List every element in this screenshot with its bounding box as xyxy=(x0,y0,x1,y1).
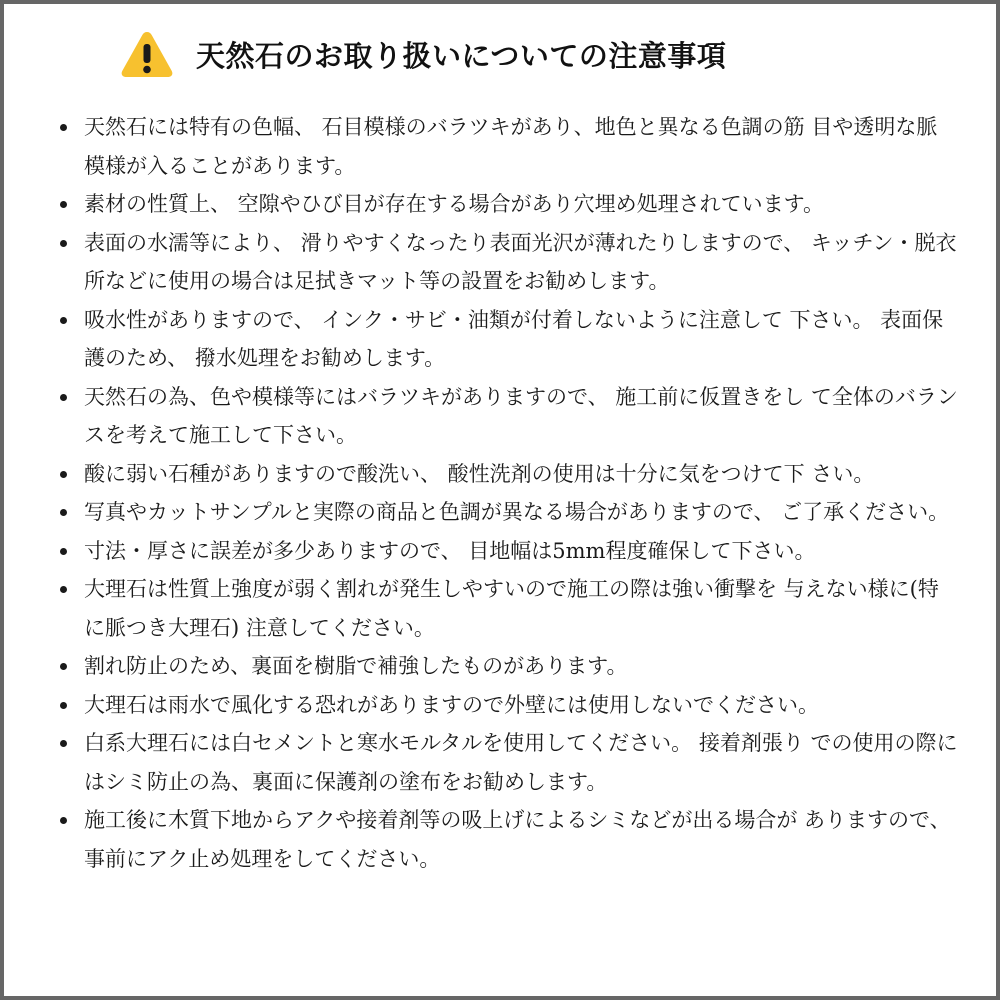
note-text: 大理石は雨水で風化する恐れがありますので外壁には使用しないでください。 xyxy=(84,692,819,717)
warning-icon xyxy=(120,29,174,79)
bullet-icon xyxy=(60,471,67,478)
note-text: 素材の性質上、 空隙やひび目が存在する場合があり穴埋め処理されています。 xyxy=(84,192,824,216)
bullet-icon xyxy=(60,240,67,247)
list-item xyxy=(58,493,958,532)
bullet-icon xyxy=(60,317,67,324)
notes-list xyxy=(58,108,958,878)
list-item xyxy=(58,108,958,185)
bullet-icon xyxy=(60,124,67,131)
list-item xyxy=(58,801,958,878)
bullet-icon xyxy=(60,548,67,555)
notice-header xyxy=(120,26,726,82)
note-text: 寸法・厚さに誤差が多少ありますので、 目地幅は5mm程度確保して下さい。 xyxy=(84,538,816,563)
bullet-icon xyxy=(60,394,67,401)
note-text: 酸に弱い石種がありますので酸洗い、 酸性洗剤の使用は十分に気をつけて下 さい。 xyxy=(84,461,875,486)
list-item xyxy=(58,185,958,224)
list-item xyxy=(58,724,958,801)
note-text: 天然石の為、色や模様等にはバラツキがありますので、 施工前に仮置きをし て全体のバランスを考えて施工して下さい。 xyxy=(84,384,958,447)
note-text: 白系大理石には白セメントと寒水モルタルを使用してください。 接着剤張り での使用の際にはシミ防止の為、裏面に保護剤の塗布をお勧めします。 xyxy=(84,731,958,794)
list-item xyxy=(58,378,958,455)
note-text: 表面の水濡等により、 滑りやすくなったり表面光沢が薄れたりしますので、 キッチン・脱衣所などに使用の場合は足拭きマット等の設置をお勧めします。 xyxy=(84,230,957,293)
note-text: 天然石には特有の色幅、 石目模様のバラツキがあり、地色と異なる色調の筋 目や透明な脈模様が入ることがあります。 xyxy=(84,115,938,178)
list-item xyxy=(58,532,958,571)
page-title: 天然石のお取り扱いについての注意事項 xyxy=(196,38,727,73)
bullet-icon xyxy=(60,509,67,516)
list-item xyxy=(58,647,958,686)
note-text: 施工後に木質下地からアクや接着剤等の吸上げによるシミなどが出る場合が ありますので、 事前にアク止め処理をしてください。 xyxy=(84,808,951,871)
list-item xyxy=(58,224,958,301)
note-text: 割れ防止のため、裏面を樹脂で補強したものがあります。 xyxy=(84,654,628,678)
bullet-icon xyxy=(60,201,67,208)
bullet-icon xyxy=(60,702,67,709)
bullet-icon xyxy=(60,663,67,670)
bullet-icon xyxy=(60,817,67,824)
note-text: 写真やカットサンプルと実際の商品と色調が異なる場合がありますので、 ご了承ください。 xyxy=(84,500,950,524)
bullet-icon xyxy=(60,586,67,593)
note-text: 吸水性がありますので、 インク・サビ・油類が付着しないように注意して 下さい。 表面保護のため、 撥水処理をお勧めします。 xyxy=(84,307,944,370)
list-item xyxy=(58,301,958,378)
list-item xyxy=(58,570,958,647)
note-text: 大理石は性質上強度が弱く割れが発生しやすいので施工の際は強い衝撃を 与えない様に(特に脈つき大理石) 注意してください。 xyxy=(84,577,939,640)
list-item xyxy=(58,686,958,725)
bullet-icon xyxy=(60,740,67,747)
list-item xyxy=(58,455,958,494)
